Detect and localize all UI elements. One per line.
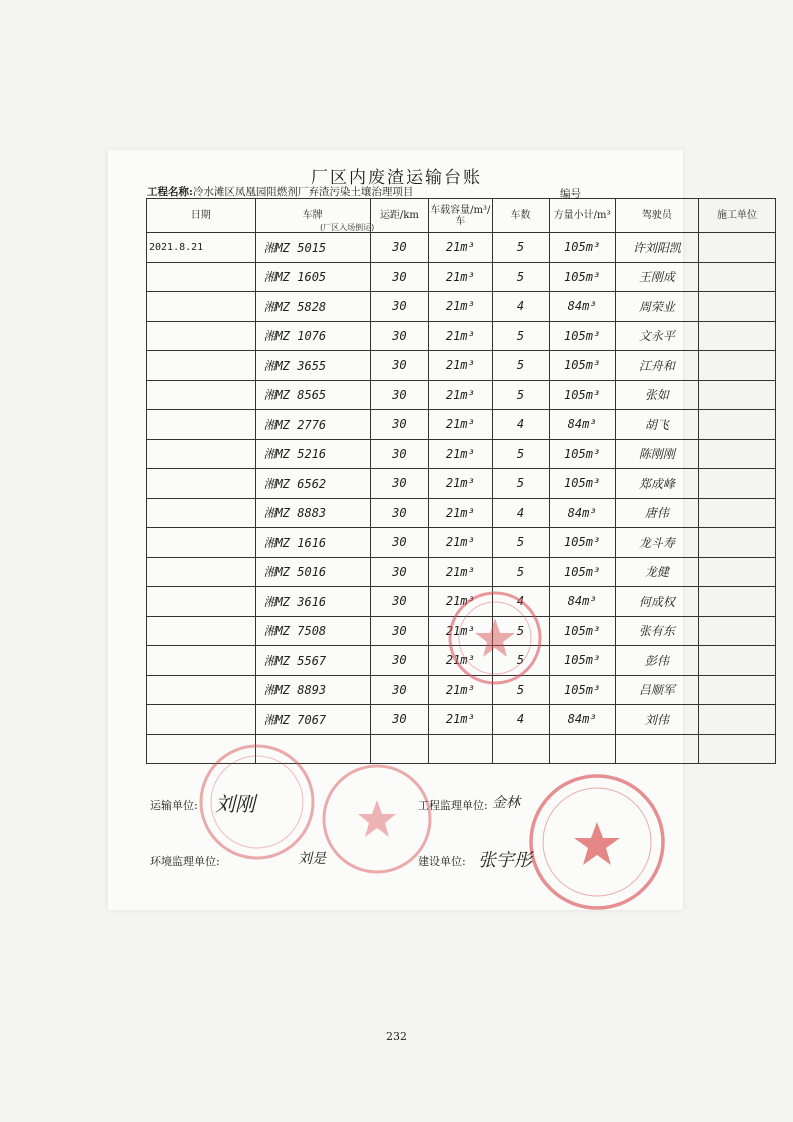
cell-plate: 湘MZ 8883 [255, 498, 370, 528]
table-row [147, 233, 776, 263]
cell-unit [699, 410, 776, 440]
cell-volume: 105m³ [549, 557, 615, 587]
cell-trips: 5 [492, 262, 549, 292]
cell-date [147, 528, 256, 558]
table-row [147, 705, 776, 735]
cell-unit [699, 616, 776, 646]
table-row [147, 439, 776, 469]
cell-driver: 王刚成 [615, 262, 698, 292]
cell-distance: 30 [370, 675, 428, 705]
cell-capacity: 21m³ [429, 351, 493, 381]
cell-trips: 5 [492, 675, 549, 705]
cell-driver: 唐伟 [615, 498, 698, 528]
cell-date [147, 675, 256, 705]
cell-volume: 105m³ [549, 262, 615, 292]
cell-volume: 84m³ [549, 410, 615, 440]
cell-driver: 张如 [615, 380, 698, 410]
cell-unit [699, 351, 776, 381]
cell-volume: 105m³ [549, 233, 615, 263]
transport-seal-stamp [195, 740, 320, 865]
page-number: 232 [386, 1030, 407, 1043]
cell-capacity [429, 734, 493, 764]
cell-trips: 5 [492, 528, 549, 558]
cell-unit [699, 498, 776, 528]
cell-date [147, 469, 256, 499]
cell-trips: 5 [492, 380, 549, 410]
cell-driver: 吕顺军 [615, 675, 698, 705]
cell-distance: 30 [370, 587, 428, 617]
cell-volume: 84m³ [549, 292, 615, 322]
table-row [147, 557, 776, 587]
cell-distance: 30 [370, 233, 428, 263]
cell-trips: 4 [492, 705, 549, 735]
construction-seal-stamp [525, 770, 670, 915]
cell-driver: 龙健 [615, 557, 698, 587]
header-volume: 方量小计/m³ [549, 199, 615, 233]
cell-unit [699, 439, 776, 469]
cell-trips: 4 [492, 498, 549, 528]
cell-driver: 胡飞 [615, 410, 698, 440]
cell-trips: 5 [492, 233, 549, 263]
cell-date [147, 557, 256, 587]
cell-capacity: 21m³ [429, 469, 493, 499]
cell-trips: 4 [492, 292, 549, 322]
cell-unit [699, 557, 776, 587]
cell-distance: 30 [370, 705, 428, 735]
cell-capacity: 21m³ [429, 380, 493, 410]
cell-date [147, 351, 256, 381]
cell-unit [699, 646, 776, 676]
cell-date [147, 321, 256, 351]
cell-distance: 30 [370, 616, 428, 646]
cell-driver: 文永平 [615, 321, 698, 351]
cell-plate: 湘MZ 5016 [255, 557, 370, 587]
table-row [147, 498, 776, 528]
env-supervision-label: 环境监理单位: [150, 855, 220, 868]
cell-driver: 许刘阳凯 [615, 233, 698, 263]
table-row [147, 528, 776, 558]
table-row [147, 262, 776, 292]
cell-trips: 5 [492, 469, 549, 499]
cell-trips: 5 [492, 616, 549, 646]
cell-unit [699, 292, 776, 322]
cell-volume: 105m³ [549, 439, 615, 469]
header-trips: 车数 [492, 199, 549, 233]
cell-plate: 湘MZ 8565 [255, 380, 370, 410]
cell-trips: 5 [492, 321, 549, 351]
header-capacity: 车载容量/m³/车 [429, 199, 493, 233]
cell-capacity: 21m³ [429, 410, 493, 440]
cell-volume: 84m³ [549, 705, 615, 735]
cell-distance: 30 [370, 351, 428, 381]
cell-unit [699, 587, 776, 617]
cell-unit [699, 469, 776, 499]
cell-driver: 何成权 [615, 587, 698, 617]
cell-plate: 湘MZ 5828 [255, 292, 370, 322]
cell-plate: 湘MZ 3616 [255, 587, 370, 617]
cell-date: 2021.8.21 [147, 233, 256, 263]
cell-capacity: 21m³ [429, 262, 493, 292]
table-row [147, 292, 776, 322]
cell-distance: 30 [370, 380, 428, 410]
number-label: 编号 [560, 188, 581, 200]
env-supervision-signature: 刘是 [298, 851, 326, 867]
cell-unit [699, 675, 776, 705]
cell-volume: 105m³ [549, 351, 615, 381]
cell-driver: 陈刚刚 [615, 439, 698, 469]
cell-driver: 龙斗寿 [615, 528, 698, 558]
cell-plate: 湘MZ 5015 [255, 233, 370, 263]
cell-unit [699, 262, 776, 292]
cell-unit [699, 705, 776, 735]
cell-volume [549, 734, 615, 764]
cell-driver [615, 734, 698, 764]
cell-trips: 5 [492, 557, 549, 587]
cell-date [147, 262, 256, 292]
header-plate: 车牌 [255, 199, 370, 233]
cell-capacity: 21m³ [429, 557, 493, 587]
cell-capacity: 21m³ [429, 439, 493, 469]
cell-distance: 30 [370, 469, 428, 499]
cell-volume: 105m³ [549, 675, 615, 705]
header-unit: 施工单位 [699, 199, 776, 233]
cell-volume: 105m³ [549, 469, 615, 499]
cell-plate: 湘MZ 7067 [255, 705, 370, 735]
cell-plate: 湘MZ 5567 [255, 646, 370, 676]
build-signature: 张宇彤 [478, 850, 532, 871]
cell-plate: 湘MZ 3655 [255, 351, 370, 381]
cell-volume: 105m³ [549, 528, 615, 558]
cell-date [147, 380, 256, 410]
cell-date [147, 498, 256, 528]
cell-trips: 4 [492, 410, 549, 440]
cell-plate: 湘MZ 1076 [255, 321, 370, 351]
transport-signature: 刘刚 [215, 792, 255, 816]
cell-volume: 84m³ [549, 498, 615, 528]
cell-driver: 周荣业 [615, 292, 698, 322]
table-row [147, 321, 776, 351]
cell-capacity: 21m³ [429, 321, 493, 351]
cell-capacity: 21m³ [429, 587, 493, 617]
cell-unit [699, 233, 776, 263]
transport-unit-label: 运输单位: [150, 799, 198, 812]
supervision-signature: 金林 [492, 795, 520, 811]
header-handwritten-note: (厂区入场倒运) [320, 223, 375, 232]
build-unit-label: 建设单位: [418, 855, 466, 868]
cell-distance: 30 [370, 528, 428, 558]
cell-capacity: 21m³ [429, 233, 493, 263]
cell-distance: 30 [370, 292, 428, 322]
cell-driver: 郑成峰 [615, 469, 698, 499]
cell-capacity: 21m³ [429, 528, 493, 558]
cell-plate: 湘MZ 1616 [255, 528, 370, 558]
cell-unit [699, 528, 776, 558]
cell-trips: 5 [492, 351, 549, 381]
cell-plate: 湘MZ 6562 [255, 469, 370, 499]
cell-plate: 湘MZ 8893 [255, 675, 370, 705]
cell-volume: 105m³ [549, 646, 615, 676]
cell-unit [699, 734, 776, 764]
project-line [147, 184, 413, 199]
cell-capacity: 21m³ [429, 705, 493, 735]
cell-date [147, 646, 256, 676]
header-row [147, 199, 776, 233]
cell-driver: 张有东 [615, 616, 698, 646]
cell-driver: 彭伟 [615, 646, 698, 676]
cell-date [147, 705, 256, 735]
cell-date [147, 587, 256, 617]
cell-distance: 30 [370, 646, 428, 676]
table-row [147, 469, 776, 499]
cell-capacity: 21m³ [429, 292, 493, 322]
cell-trips: 5 [492, 439, 549, 469]
project-label: 工程名称: [147, 186, 193, 198]
cell-plate: 湘MZ 7508 [255, 616, 370, 646]
cell-unit [699, 380, 776, 410]
cell-volume: 84m³ [549, 587, 615, 617]
cell-date [147, 292, 256, 322]
cell-date [147, 410, 256, 440]
cell-volume: 105m³ [549, 321, 615, 351]
cell-date [147, 439, 256, 469]
cell-distance: 30 [370, 498, 428, 528]
document-title: 厂区内废渣运输台账 [311, 168, 482, 188]
table-row [147, 410, 776, 440]
cell-driver: 刘伟 [615, 705, 698, 735]
header-date: 日期 [147, 199, 256, 233]
cell-distance: 30 [370, 321, 428, 351]
cell-driver: 江舟和 [615, 351, 698, 381]
cell-volume: 105m³ [549, 380, 615, 410]
header-distance: 运距/km [370, 199, 428, 233]
cell-distance: 30 [370, 439, 428, 469]
cell-capacity: 21m³ [429, 616, 493, 646]
header-driver: 驾驶员 [615, 199, 698, 233]
cell-date [147, 616, 256, 646]
project-name: 冷水滩区凤凰园阻燃剂厂弃渣污染土壤治理项目 [192, 186, 414, 198]
company-seal-stamp [445, 588, 545, 688]
cell-distance: 30 [370, 557, 428, 587]
cell-plate: 湘MZ 1605 [255, 262, 370, 292]
cell-trips: 4 [492, 587, 549, 617]
cell-capacity: 21m³ [429, 498, 493, 528]
cell-unit [699, 321, 776, 351]
cell-plate: 湘MZ 5216 [255, 439, 370, 469]
supervision-unit-label: 工程监理单位: [418, 799, 488, 812]
cell-trips [492, 734, 549, 764]
cell-trips: 5 [492, 646, 549, 676]
cell-capacity: 21m³ [429, 675, 493, 705]
cell-plate: 湘MZ 2776 [255, 410, 370, 440]
cell-distance: 30 [370, 410, 428, 440]
table-row [147, 351, 776, 381]
cell-distance: 30 [370, 262, 428, 292]
cell-capacity: 21m³ [429, 646, 493, 676]
table-row [147, 380, 776, 410]
cell-volume: 105m³ [549, 616, 615, 646]
